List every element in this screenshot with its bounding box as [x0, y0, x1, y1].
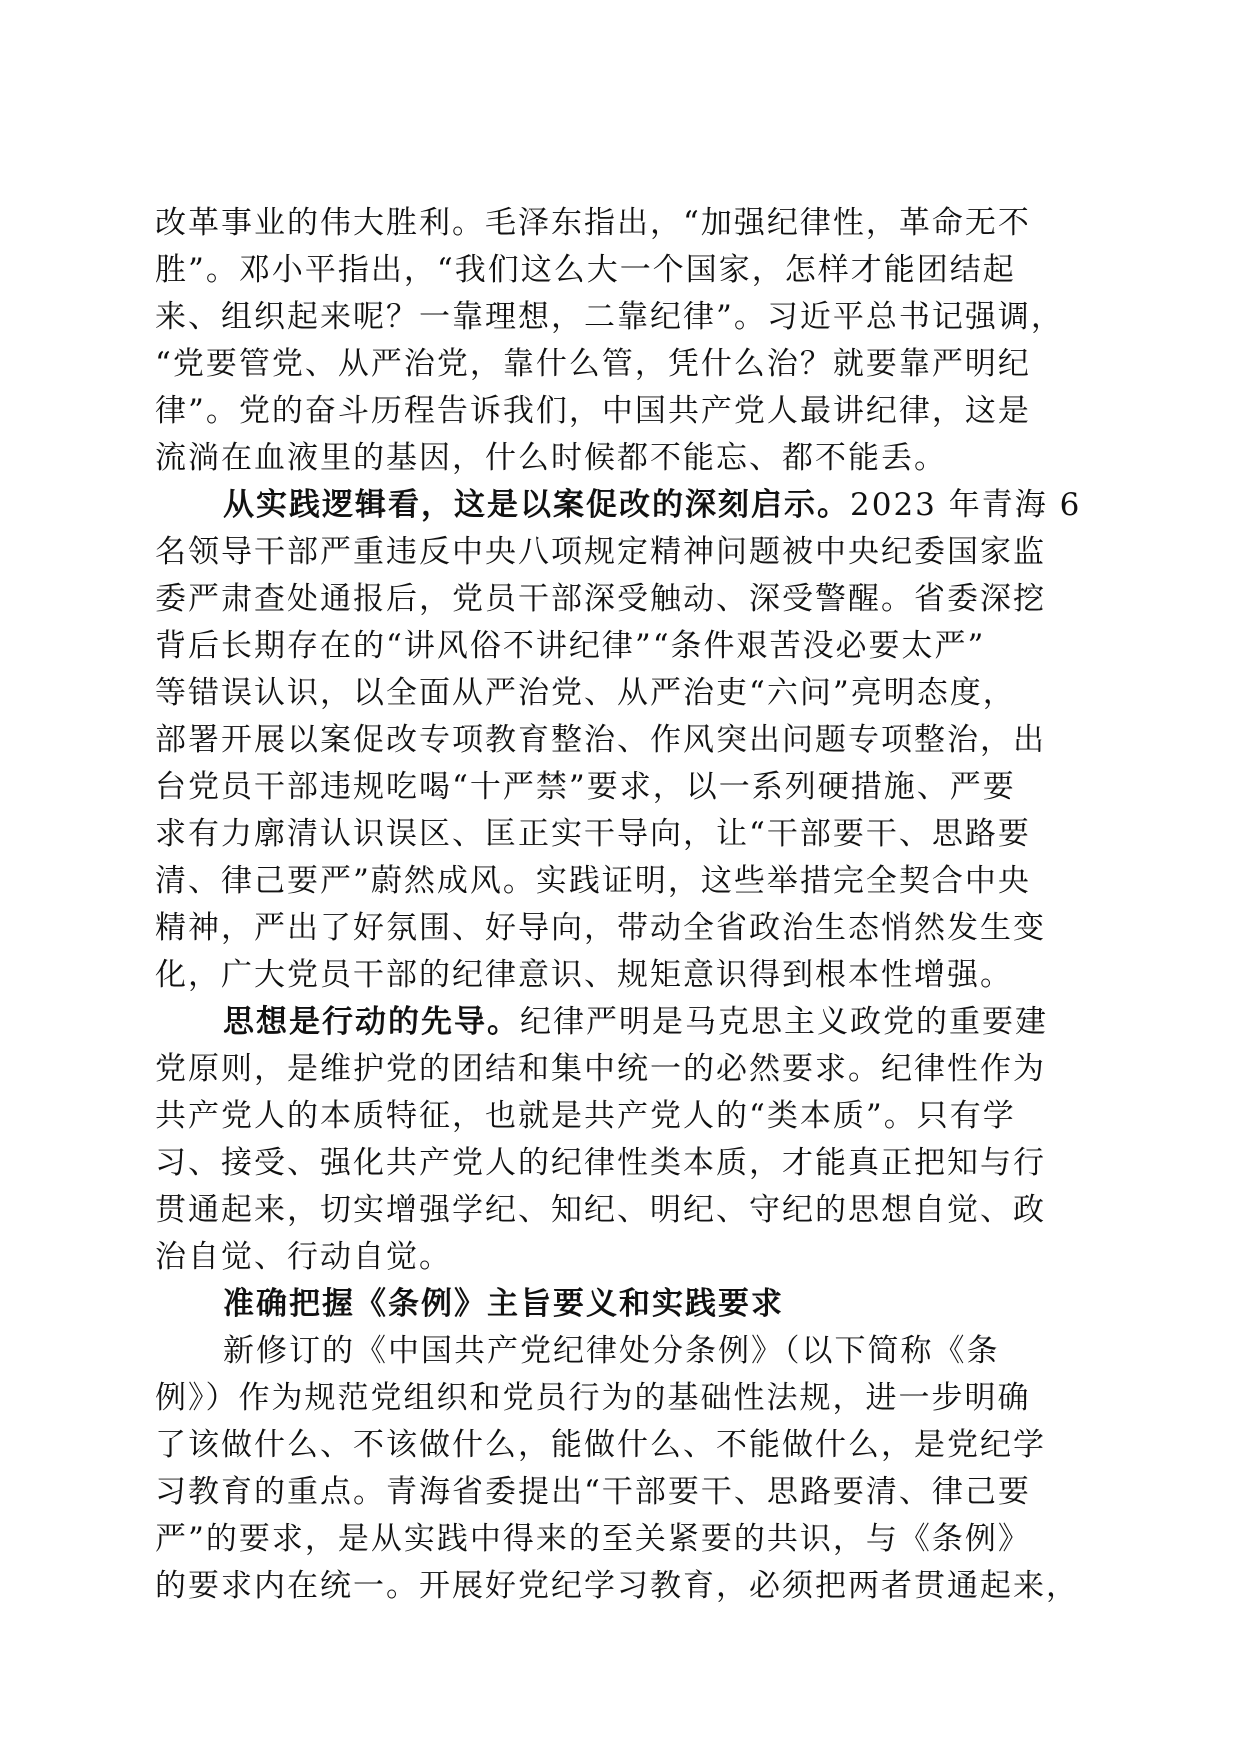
- para2-line-9: 清、律己要严”蔚然成风。实践证明，这些举措完全契合中央: [155, 863, 1031, 899]
- section-heading: 准确把握《条例》主旨要义和实践要求: [223, 1286, 784, 1322]
- para3-first-line: [155, 999, 1095, 1046]
- para3-line-4: 习、接受、强化共产党人的纪律性类本质，才能真正把知与行: [155, 1145, 1046, 1181]
- para3-line-5: 贯通起来，切实增强学纪、知纪、明纪、守纪的思想自觉、政: [155, 1192, 1046, 1228]
- para2-line-7: 台党员干部违规吃喝“十严禁”要求，以一系列硬措施、严要: [155, 769, 1016, 805]
- para2-line-6: 部署开展以案促改专项教育整治、作风突出问题专项整治，出: [155, 722, 1046, 758]
- para2-line-11: 化，广大党员干部的纪律意识、规矩意识得到根本性增强。: [155, 957, 1013, 993]
- para2-line-3: 委严肃查处通报后，党员干部深受触动、深受警醒。省委深挖: [155, 581, 1046, 617]
- para1-line-1: 改革事业的伟大胜利。毛泽东指出，“加强纪律性，革命无不: [155, 205, 1031, 241]
- para2-line-4: 背后长期存在的“讲风俗不讲纪律”“条件艰苦没必要太严”: [155, 628, 986, 664]
- para3-line-6: 治自觉、行动自觉。: [155, 1239, 452, 1275]
- para2-line-8: 求有力廓清认识误区、匡正实干导向，让“干部要干、思路要: [155, 816, 1031, 852]
- para4-line-5: 严”的要求，是从实践中得来的至关紧要的共识，与《条例》: [155, 1521, 1031, 1557]
- para4-first-line: 新修订的《中国共产党纪律处分条例》（以下简称《条: [223, 1333, 1000, 1369]
- para3-first-rest: 纪律严明是马克思主义政党的重要建: [520, 1004, 1048, 1040]
- para2-line-2: 名领导干部严重违反中央八项规定精神问题被中央纪委国家监: [155, 534, 1046, 570]
- para1-line-6: 流淌在血液里的基因，什么时候都不能忘、都不能丢。: [155, 440, 947, 476]
- para1-line-5: 律”。党的奋斗历程告诉我们，中国共产党人最讲纪律，这是: [155, 393, 1031, 429]
- para1-line-2: 胜”。邓小平指出，“我们这么大一个国家，怎样才能团结起: [155, 252, 1016, 288]
- para3-line-3: 共产党人的本质特征，也就是共产党人的“类本质”。只有学: [155, 1098, 1016, 1134]
- para2-first-line: [155, 482, 1095, 529]
- para1-line-3: 来、组织起来呢？一靠理想，二靠纪律”。习近平总书记强调，: [155, 299, 1064, 335]
- para3-line-2: 党原则，是维护党的团结和集中统一的必然要求。纪律性作为: [155, 1051, 1046, 1087]
- body-text: [155, 200, 1095, 1610]
- para2-first-rest: 2023 年青海 6: [850, 487, 1082, 523]
- para4-line-3: 了该做什么、不该做什么，能做什么、不能做什么，是党纪学: [155, 1427, 1046, 1463]
- para4-line-2: 例》）作为规范党组织和党员行为的基础性法规，进一步明确: [155, 1380, 1031, 1416]
- para1-line-4: “党要管党、从严治党，靠什么管，凭什么治？就要靠严明纪: [155, 346, 1031, 382]
- para2-lead: 从实践逻辑看，这是以案促改的深刻启示。: [223, 487, 850, 523]
- para3-lead: 思想是行动的先导。: [223, 1004, 520, 1040]
- para2-line-5: 等错误认识，以全面从严治党、从严治吏“六问”亮明态度，: [155, 675, 1016, 711]
- para2-line-10: 精神，严出了好氛围、好导向，带动全省政治生态悄然发生变: [155, 910, 1046, 946]
- para4-line-6: 的要求内在统一。开展好党纪学习教育，必须把两者贯通起来，: [155, 1568, 1079, 1604]
- para4-line-4: 习教育的重点。青海省委提出“干部要干、思路要清、律己要: [155, 1474, 1031, 1510]
